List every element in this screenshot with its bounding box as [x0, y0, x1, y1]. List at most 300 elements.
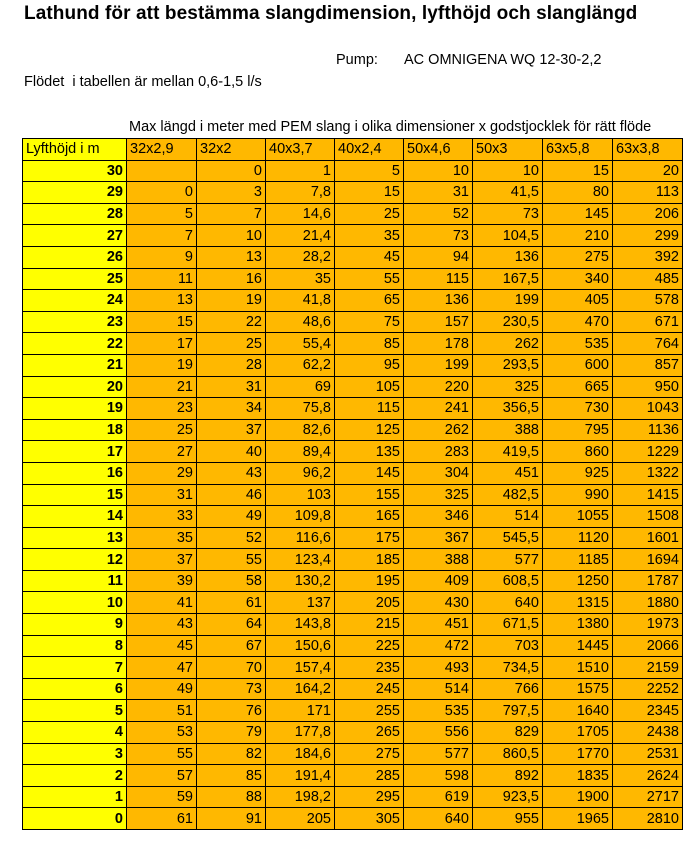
lift-height-cell: 11 [23, 570, 127, 592]
flow-note: Flödet i tabellen är mellan 0,6-1,5 l/s [24, 74, 262, 90]
hose-length-cell: 75 [335, 311, 404, 333]
hose-length-cell: 76 [197, 700, 266, 722]
hose-length-cell: 2345 [613, 700, 683, 722]
lift-height-cell: 13 [23, 527, 127, 549]
hose-length-cell: 39 [127, 570, 197, 592]
hose-length-cell: 205 [335, 592, 404, 614]
hose-length-cell: 46 [197, 484, 266, 506]
lift-height-cell: 9 [23, 614, 127, 636]
hose-length-cell: 61 [127, 808, 197, 830]
hose-length-cell: 1575 [543, 678, 613, 700]
table-body [23, 160, 683, 829]
hose-length-cell: 7 [127, 225, 197, 247]
lift-height-cell: 15 [23, 484, 127, 506]
lift-height-cell: 7 [23, 657, 127, 679]
hose-length-cell: 85 [335, 333, 404, 355]
hose-length-cell: 304 [404, 462, 473, 484]
table-row [23, 268, 683, 290]
table-row [23, 182, 683, 204]
lift-height-cell: 20 [23, 376, 127, 398]
hose-length-cell: 55 [197, 549, 266, 571]
hose-length-cell: 17 [127, 333, 197, 355]
hose-length-cell: 79 [197, 722, 266, 744]
hose-length-cell: 91 [197, 808, 266, 830]
hose-length-cell: 55 [127, 743, 197, 765]
table-row [23, 743, 683, 765]
hose-length-cell: 671 [613, 311, 683, 333]
table-row [23, 700, 683, 722]
hose-length-cell: 1880 [613, 592, 683, 614]
hose-length-cell: 665 [543, 376, 613, 398]
lift-height-cell: 25 [23, 268, 127, 290]
hose-length-cell: 199 [473, 290, 543, 312]
header-dimension: 40x2,4 [335, 139, 404, 161]
hose-length-cell: 82 [197, 743, 266, 765]
hose-length-cell: 275 [543, 246, 613, 268]
hose-length-cell: 608,5 [473, 570, 543, 592]
hose-length-cell: 191,4 [266, 765, 335, 787]
hose-length-cell: 0 [127, 182, 197, 204]
hose-length-cell: 1229 [613, 441, 683, 463]
lift-height-cell: 1 [23, 786, 127, 808]
header-dimension: 63x5,8 [543, 139, 613, 161]
hose-length-cell: 113 [613, 182, 683, 204]
hose-length-cell: 262 [473, 333, 543, 355]
hose-length-cell: 1322 [613, 462, 683, 484]
hose-length-cell: 49 [197, 506, 266, 528]
hose-length-cell: 430 [404, 592, 473, 614]
lift-height-cell: 12 [23, 549, 127, 571]
hose-length-cell: 43 [197, 462, 266, 484]
hose-length-cell: 1900 [543, 786, 613, 808]
hose-length-cell: 215 [335, 614, 404, 636]
hose-length-cell: 37 [127, 549, 197, 571]
hose-length-cell: 198,2 [266, 786, 335, 808]
header-dimension: 63x3,8 [613, 139, 683, 161]
hose-length-cell: 25 [197, 333, 266, 355]
hose-length-cell: 47 [127, 657, 197, 679]
hose-length-cell: 2438 [613, 722, 683, 744]
hose-length-cell: 11 [127, 268, 197, 290]
hose-length-cell: 1445 [543, 635, 613, 657]
hose-length-cell: 15 [335, 182, 404, 204]
hose-length-cell: 1640 [543, 700, 613, 722]
hose-length-cell: 45 [335, 246, 404, 268]
hose-length-cell: 59 [127, 786, 197, 808]
hose-length-cell: 137 [266, 592, 335, 614]
hose-length-cell: 21 [127, 376, 197, 398]
hose-length-cell: 472 [404, 635, 473, 657]
hose-length-cell: 419,5 [473, 441, 543, 463]
hose-length-cell: 45 [127, 635, 197, 657]
header-dimension: 50x4,6 [404, 139, 473, 161]
hose-length-cell: 85 [197, 765, 266, 787]
table-row [23, 592, 683, 614]
hose-length-cell: 2066 [613, 635, 683, 657]
table-row [23, 398, 683, 420]
hose-length-cell: 73 [197, 678, 266, 700]
hose-length-cell: 1043 [613, 398, 683, 420]
lift-height-cell: 29 [23, 182, 127, 204]
hose-length-cell: 150,6 [266, 635, 335, 657]
hose-length-cell: 130,2 [266, 570, 335, 592]
hose-length-cell: 225 [335, 635, 404, 657]
page-title: Lathund för att bestämma slangdimension, lyfthöjd och slanglängd [24, 3, 638, 24]
table-row [23, 506, 683, 528]
hose-length-cell: 2252 [613, 678, 683, 700]
hose-length-cell: 703 [473, 635, 543, 657]
hose-length-cell: 53 [127, 722, 197, 744]
hose-length-cell: 94 [404, 246, 473, 268]
hose-length-cell: 95 [335, 354, 404, 376]
table-row [23, 376, 683, 398]
table-row [23, 333, 683, 355]
hose-length-cell: 25 [127, 419, 197, 441]
hose-length-cell: 766 [473, 678, 543, 700]
hose-length-cell: 265 [335, 722, 404, 744]
hose-length-cell: 7 [197, 203, 266, 225]
hose-length-cell: 29 [127, 462, 197, 484]
table-row [23, 527, 683, 549]
lift-height-cell: 26 [23, 246, 127, 268]
hose-length-cell: 88 [197, 786, 266, 808]
hose-length-cell: 16 [197, 268, 266, 290]
hose-length-cell: 482,5 [473, 484, 543, 506]
hose-length-cell: 285 [335, 765, 404, 787]
table-row [23, 635, 683, 657]
hose-length-cell: 1694 [613, 549, 683, 571]
hose-length-cell: 1380 [543, 614, 613, 636]
lift-height-cell: 27 [23, 225, 127, 247]
hose-length-cell: 41,8 [266, 290, 335, 312]
hose-length-cell: 514 [404, 678, 473, 700]
lift-height-cell: 28 [23, 203, 127, 225]
hose-length-cell: 19 [127, 354, 197, 376]
hose-length-cell: 80 [543, 182, 613, 204]
table-row [23, 484, 683, 506]
pump-model: AC OMNIGENA WQ 12-30-2,2 [404, 52, 602, 68]
hose-length-cell: 892 [473, 765, 543, 787]
hose-length-cell: 167,5 [473, 268, 543, 290]
hose-length-cell: 829 [473, 722, 543, 744]
hose-length-cell: 199 [404, 354, 473, 376]
lift-height-cell: 2 [23, 765, 127, 787]
hose-length-cell: 82,6 [266, 419, 335, 441]
table-row [23, 808, 683, 830]
header-dimension: 50x3 [473, 139, 543, 161]
hose-length-cell: 1965 [543, 808, 613, 830]
hose-length-cell: 35 [266, 268, 335, 290]
hose-length-cell: 177,8 [266, 722, 335, 744]
hose-length-cell: 205 [266, 808, 335, 830]
lift-height-cell: 3 [23, 743, 127, 765]
hose-length-cell: 577 [404, 743, 473, 765]
hose-length-cell: 2531 [613, 743, 683, 765]
hose-length-cell: 640 [404, 808, 473, 830]
hose-length-cell: 69 [266, 376, 335, 398]
hose-length-cell: 9 [127, 246, 197, 268]
hose-length-cell: 2159 [613, 657, 683, 679]
hose-length-cell: 1136 [613, 419, 683, 441]
hose-length-cell: 955 [473, 808, 543, 830]
hose-length-cell: 734,5 [473, 657, 543, 679]
lift-height-cell: 5 [23, 700, 127, 722]
hose-length-cell: 136 [404, 290, 473, 312]
hose-length-cell: 230,5 [473, 311, 543, 333]
hose-length-cell: 55 [335, 268, 404, 290]
hose-length-cell: 73 [473, 203, 543, 225]
hose-length-cell: 325 [473, 376, 543, 398]
hose-length-cell: 155 [335, 484, 404, 506]
hose-length-cell: 178 [404, 333, 473, 355]
header-dimension: 40x3,7 [266, 139, 335, 161]
hose-length-cell: 241 [404, 398, 473, 420]
hose-length-cell: 10 [197, 225, 266, 247]
hose-length-cell: 157,4 [266, 657, 335, 679]
lift-height-cell: 21 [23, 354, 127, 376]
hose-length-cell: 164,2 [266, 678, 335, 700]
lift-height-cell: 8 [23, 635, 127, 657]
hose-length-cell: 22 [197, 311, 266, 333]
lift-height-cell: 24 [23, 290, 127, 312]
hose-length-cell: 671,5 [473, 614, 543, 636]
hose-length-cell: 1250 [543, 570, 613, 592]
hose-length-cell: 165 [335, 506, 404, 528]
hose-length-cell: 34 [197, 398, 266, 420]
hose-length-cell: 451 [404, 614, 473, 636]
hose-length-cell: 33 [127, 506, 197, 528]
hose-length-cell: 556 [404, 722, 473, 744]
hose-length-cell: 493 [404, 657, 473, 679]
hose-length-cell: 340 [543, 268, 613, 290]
hose-length-cell: 797,5 [473, 700, 543, 722]
hose-length-cell: 388 [404, 549, 473, 571]
hose-length-cell: 409 [404, 570, 473, 592]
hose-length-cell: 135 [335, 441, 404, 463]
hose-length-cell: 293,5 [473, 354, 543, 376]
hose-length-cell: 388 [473, 419, 543, 441]
hose-length-cell: 104,5 [473, 225, 543, 247]
hose-length-cell: 598 [404, 765, 473, 787]
lift-height-cell: 18 [23, 419, 127, 441]
hose-length-cell: 1770 [543, 743, 613, 765]
table-row [23, 290, 683, 312]
table-row [23, 160, 683, 182]
hose-length-cell: 283 [404, 441, 473, 463]
table-row [23, 549, 683, 571]
hose-length-cell: 49 [127, 678, 197, 700]
table-row [23, 570, 683, 592]
header-dimension: 32x2 [197, 139, 266, 161]
hose-length-cell: 305 [335, 808, 404, 830]
hose-length-cell: 70 [197, 657, 266, 679]
table-row [23, 311, 683, 333]
hose-length-cell: 950 [613, 376, 683, 398]
hose-length-cell: 235 [335, 657, 404, 679]
hose-length-cell: 1835 [543, 765, 613, 787]
hose-length-cell: 14,6 [266, 203, 335, 225]
lift-height-cell: 10 [23, 592, 127, 614]
hose-length-cell: 2717 [613, 786, 683, 808]
hose-length-cell: 115 [335, 398, 404, 420]
hose-length-cell: 109,8 [266, 506, 335, 528]
hose-length-cell: 136 [473, 246, 543, 268]
hose-length-table [22, 138, 683, 830]
hose-length-cell: 25 [335, 203, 404, 225]
hose-length-cell: 578 [613, 290, 683, 312]
hose-length-cell: 1415 [613, 484, 683, 506]
hose-length-cell: 51 [127, 700, 197, 722]
hose-length-cell: 1315 [543, 592, 613, 614]
hose-length-cell: 577 [473, 549, 543, 571]
hose-length-cell: 58 [197, 570, 266, 592]
hose-length-cell: 123,4 [266, 549, 335, 571]
table-row [23, 225, 683, 247]
hose-length-cell: 1185 [543, 549, 613, 571]
hose-length-cell: 860 [543, 441, 613, 463]
hose-length-cell: 262 [404, 419, 473, 441]
hose-length-cell: 925 [543, 462, 613, 484]
hose-length-cell: 23 [127, 398, 197, 420]
hose-length-cell: 67 [197, 635, 266, 657]
hose-length-cell: 206 [613, 203, 683, 225]
hose-length-cell: 600 [543, 354, 613, 376]
hose-length-cell: 96,2 [266, 462, 335, 484]
hose-length-cell: 220 [404, 376, 473, 398]
hose-length-cell: 52 [404, 203, 473, 225]
hose-length-cell: 20 [613, 160, 683, 182]
table-row [23, 722, 683, 744]
hose-length-cell: 28,2 [266, 246, 335, 268]
lift-height-cell: 14 [23, 506, 127, 528]
table-row [23, 678, 683, 700]
hose-length-cell: 545,5 [473, 527, 543, 549]
hose-length-cell: 860,5 [473, 743, 543, 765]
table-row [23, 441, 683, 463]
hose-length-cell: 55,4 [266, 333, 335, 355]
hose-length-cell: 857 [613, 354, 683, 376]
hose-length-cell: 3 [197, 182, 266, 204]
hose-length-cell: 485 [613, 268, 683, 290]
lift-height-cell: 17 [23, 441, 127, 463]
hose-length-cell: 346 [404, 506, 473, 528]
hose-length-cell: 535 [404, 700, 473, 722]
lift-height-cell: 4 [23, 722, 127, 744]
hose-length-cell: 57 [127, 765, 197, 787]
hose-length-cell: 405 [543, 290, 613, 312]
hose-length-cell: 157 [404, 311, 473, 333]
hose-length-cell: 35 [335, 225, 404, 247]
table-row [23, 246, 683, 268]
hose-length-cell: 195 [335, 570, 404, 592]
lift-height-cell: 22 [23, 333, 127, 355]
hose-length-cell: 923,5 [473, 786, 543, 808]
lift-height-cell: 19 [23, 398, 127, 420]
hose-length-cell: 1508 [613, 506, 683, 528]
hose-length-cell: 367 [404, 527, 473, 549]
hose-length-cell: 1120 [543, 527, 613, 549]
hose-length-cell: 75,8 [266, 398, 335, 420]
lift-height-cell: 6 [23, 678, 127, 700]
table-row [23, 354, 683, 376]
hose-length-cell: 392 [613, 246, 683, 268]
hose-length-cell: 35 [127, 527, 197, 549]
hose-length-cell: 171 [266, 700, 335, 722]
hose-length-cell: 1787 [613, 570, 683, 592]
hose-length-cell: 13 [197, 246, 266, 268]
hose-length-cell: 31 [127, 484, 197, 506]
hose-length-cell: 1601 [613, 527, 683, 549]
hose-length-cell: 245 [335, 678, 404, 700]
hose-length-cell: 15 [543, 160, 613, 182]
hose-length-cell: 535 [543, 333, 613, 355]
hose-length-cell: 40 [197, 441, 266, 463]
hose-length-cell: 356,5 [473, 398, 543, 420]
hose-length-cell: 0 [197, 160, 266, 182]
hose-length-cell: 145 [543, 203, 613, 225]
hose-length-cell: 89,4 [266, 441, 335, 463]
hose-length-cell: 795 [543, 419, 613, 441]
hose-length-cell: 115 [404, 268, 473, 290]
table-row [23, 765, 683, 787]
hose-length-cell: 103 [266, 484, 335, 506]
table-caption: Max längd i meter med PEM slang i olika dimensioner x godstjocklek för rätt flöde [129, 119, 652, 135]
hose-length-cell: 5 [335, 160, 404, 182]
hose-length-cell: 61 [197, 592, 266, 614]
hose-length-cell: 64 [197, 614, 266, 636]
hose-length-cell: 41,5 [473, 182, 543, 204]
hose-length-cell: 1705 [543, 722, 613, 744]
hose-length-cell: 31 [197, 376, 266, 398]
hose-length-cell: 105 [335, 376, 404, 398]
hose-length-cell: 210 [543, 225, 613, 247]
hose-length-cell: 185 [335, 549, 404, 571]
hose-length-cell: 1 [266, 160, 335, 182]
table-row [23, 614, 683, 636]
hose-length-cell: 31 [404, 182, 473, 204]
hose-length-cell: 125 [335, 419, 404, 441]
hose-length-cell: 143,8 [266, 614, 335, 636]
lift-height-cell: 0 [23, 808, 127, 830]
hose-length-cell: 116,6 [266, 527, 335, 549]
hose-length-cell: 470 [543, 311, 613, 333]
hose-length-cell: 325 [404, 484, 473, 506]
hose-length-cell: 10 [404, 160, 473, 182]
table-header-row [23, 139, 683, 161]
hose-length-cell: 299 [613, 225, 683, 247]
hose-length-cell: 1973 [613, 614, 683, 636]
hose-length-cell: 48,6 [266, 311, 335, 333]
hose-length-cell: 2810 [613, 808, 683, 830]
hose-length-cell: 764 [613, 333, 683, 355]
pump-label: Pump: [336, 52, 378, 68]
table-row [23, 657, 683, 679]
hose-length-cell: 10 [473, 160, 543, 182]
header-dimension: 32x2,9 [127, 139, 197, 161]
hose-length-cell: 62,2 [266, 354, 335, 376]
hose-length-cell: 21,4 [266, 225, 335, 247]
hose-length-cell: 65 [335, 290, 404, 312]
hose-length-cell: 451 [473, 462, 543, 484]
hose-length-cell: 640 [473, 592, 543, 614]
hose-length-cell: 43 [127, 614, 197, 636]
table-row [23, 786, 683, 808]
hose-length-cell [127, 160, 197, 182]
hose-length-cell: 15 [127, 311, 197, 333]
lift-height-cell: 16 [23, 462, 127, 484]
hose-length-cell: 1510 [543, 657, 613, 679]
hose-length-cell: 275 [335, 743, 404, 765]
